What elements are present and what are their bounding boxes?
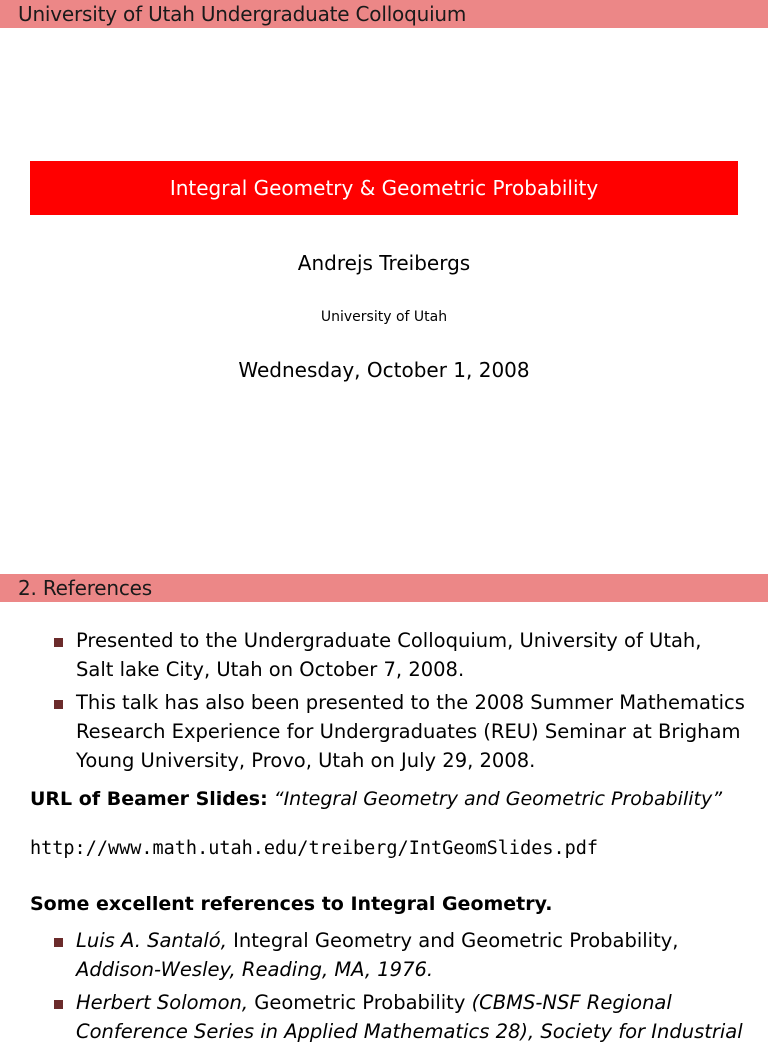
reference-series: (CBMS-NSF Regional — [471, 991, 672, 1014]
author-name: Andrejs Treibergs — [297, 251, 471, 275]
list-item — [54, 688, 754, 775]
references-slide — [0, 574, 768, 1043]
reference-title: Geometric Probability — [248, 991, 472, 1014]
square-bullet-icon — [54, 638, 63, 647]
bullet-text-line: Salt lake City, Utah on October 7, 2008. — [76, 658, 465, 681]
bullet-text-line: Presented to the Undergraduate Colloquium, University of Utah, — [76, 629, 702, 652]
url-label: URL of Beamer Slides: — [30, 788, 268, 810]
presentation-date: Wednesday, October 1, 2008 — [238, 358, 530, 382]
list-item — [54, 626, 754, 684]
reference-author: Herbert Solomon, — [76, 991, 249, 1014]
bullet-text-line: This talk has also been presented to the 2008 Summer Mathematics — [76, 691, 745, 714]
bullet-text-line: Young University, Provo, Utah on July 29, 2008. — [76, 749, 536, 772]
slide2-header: 2. References — [0, 574, 768, 602]
slides-url-link[interactable]: http://www.math.utah.edu/treiberg/IntGeomSlides.pdf — [30, 838, 599, 859]
square-bullet-icon — [54, 700, 63, 709]
presentation-title: Integral Geometry & Geometric Probability — [30, 161, 738, 215]
reference-publisher: Conference Series in Applied Mathematics 28), Society for Industrial — [76, 1020, 743, 1043]
references-heading: Some excellent references to Integral Geometry. — [30, 893, 553, 915]
url-title: “Integral Geometry and Geometric Probability” — [273, 788, 723, 810]
references-list — [54, 926, 774, 1050]
institute-name: University of Utah — [320, 309, 448, 325]
reference-author: Luis A. Santaló, — [76, 929, 227, 952]
list-item — [54, 988, 774, 1046]
reference-title: Integral Geometry and Geometric Probability, — [226, 929, 679, 952]
slides-url-line — [30, 788, 722, 810]
square-bullet-icon — [54, 938, 63, 947]
bullet-text-line: Research Experience for Undergraduates (REU) Seminar at Brigham — [76, 720, 741, 743]
slide1-header: University of Utah Undergraduate Colloquium — [0, 0, 768, 28]
reference-publisher: Addison-Wesley, Reading, MA, 1976. — [76, 958, 434, 981]
presentation-notes-list — [54, 626, 754, 779]
square-bullet-icon — [54, 1000, 63, 1009]
list-item — [54, 926, 774, 984]
